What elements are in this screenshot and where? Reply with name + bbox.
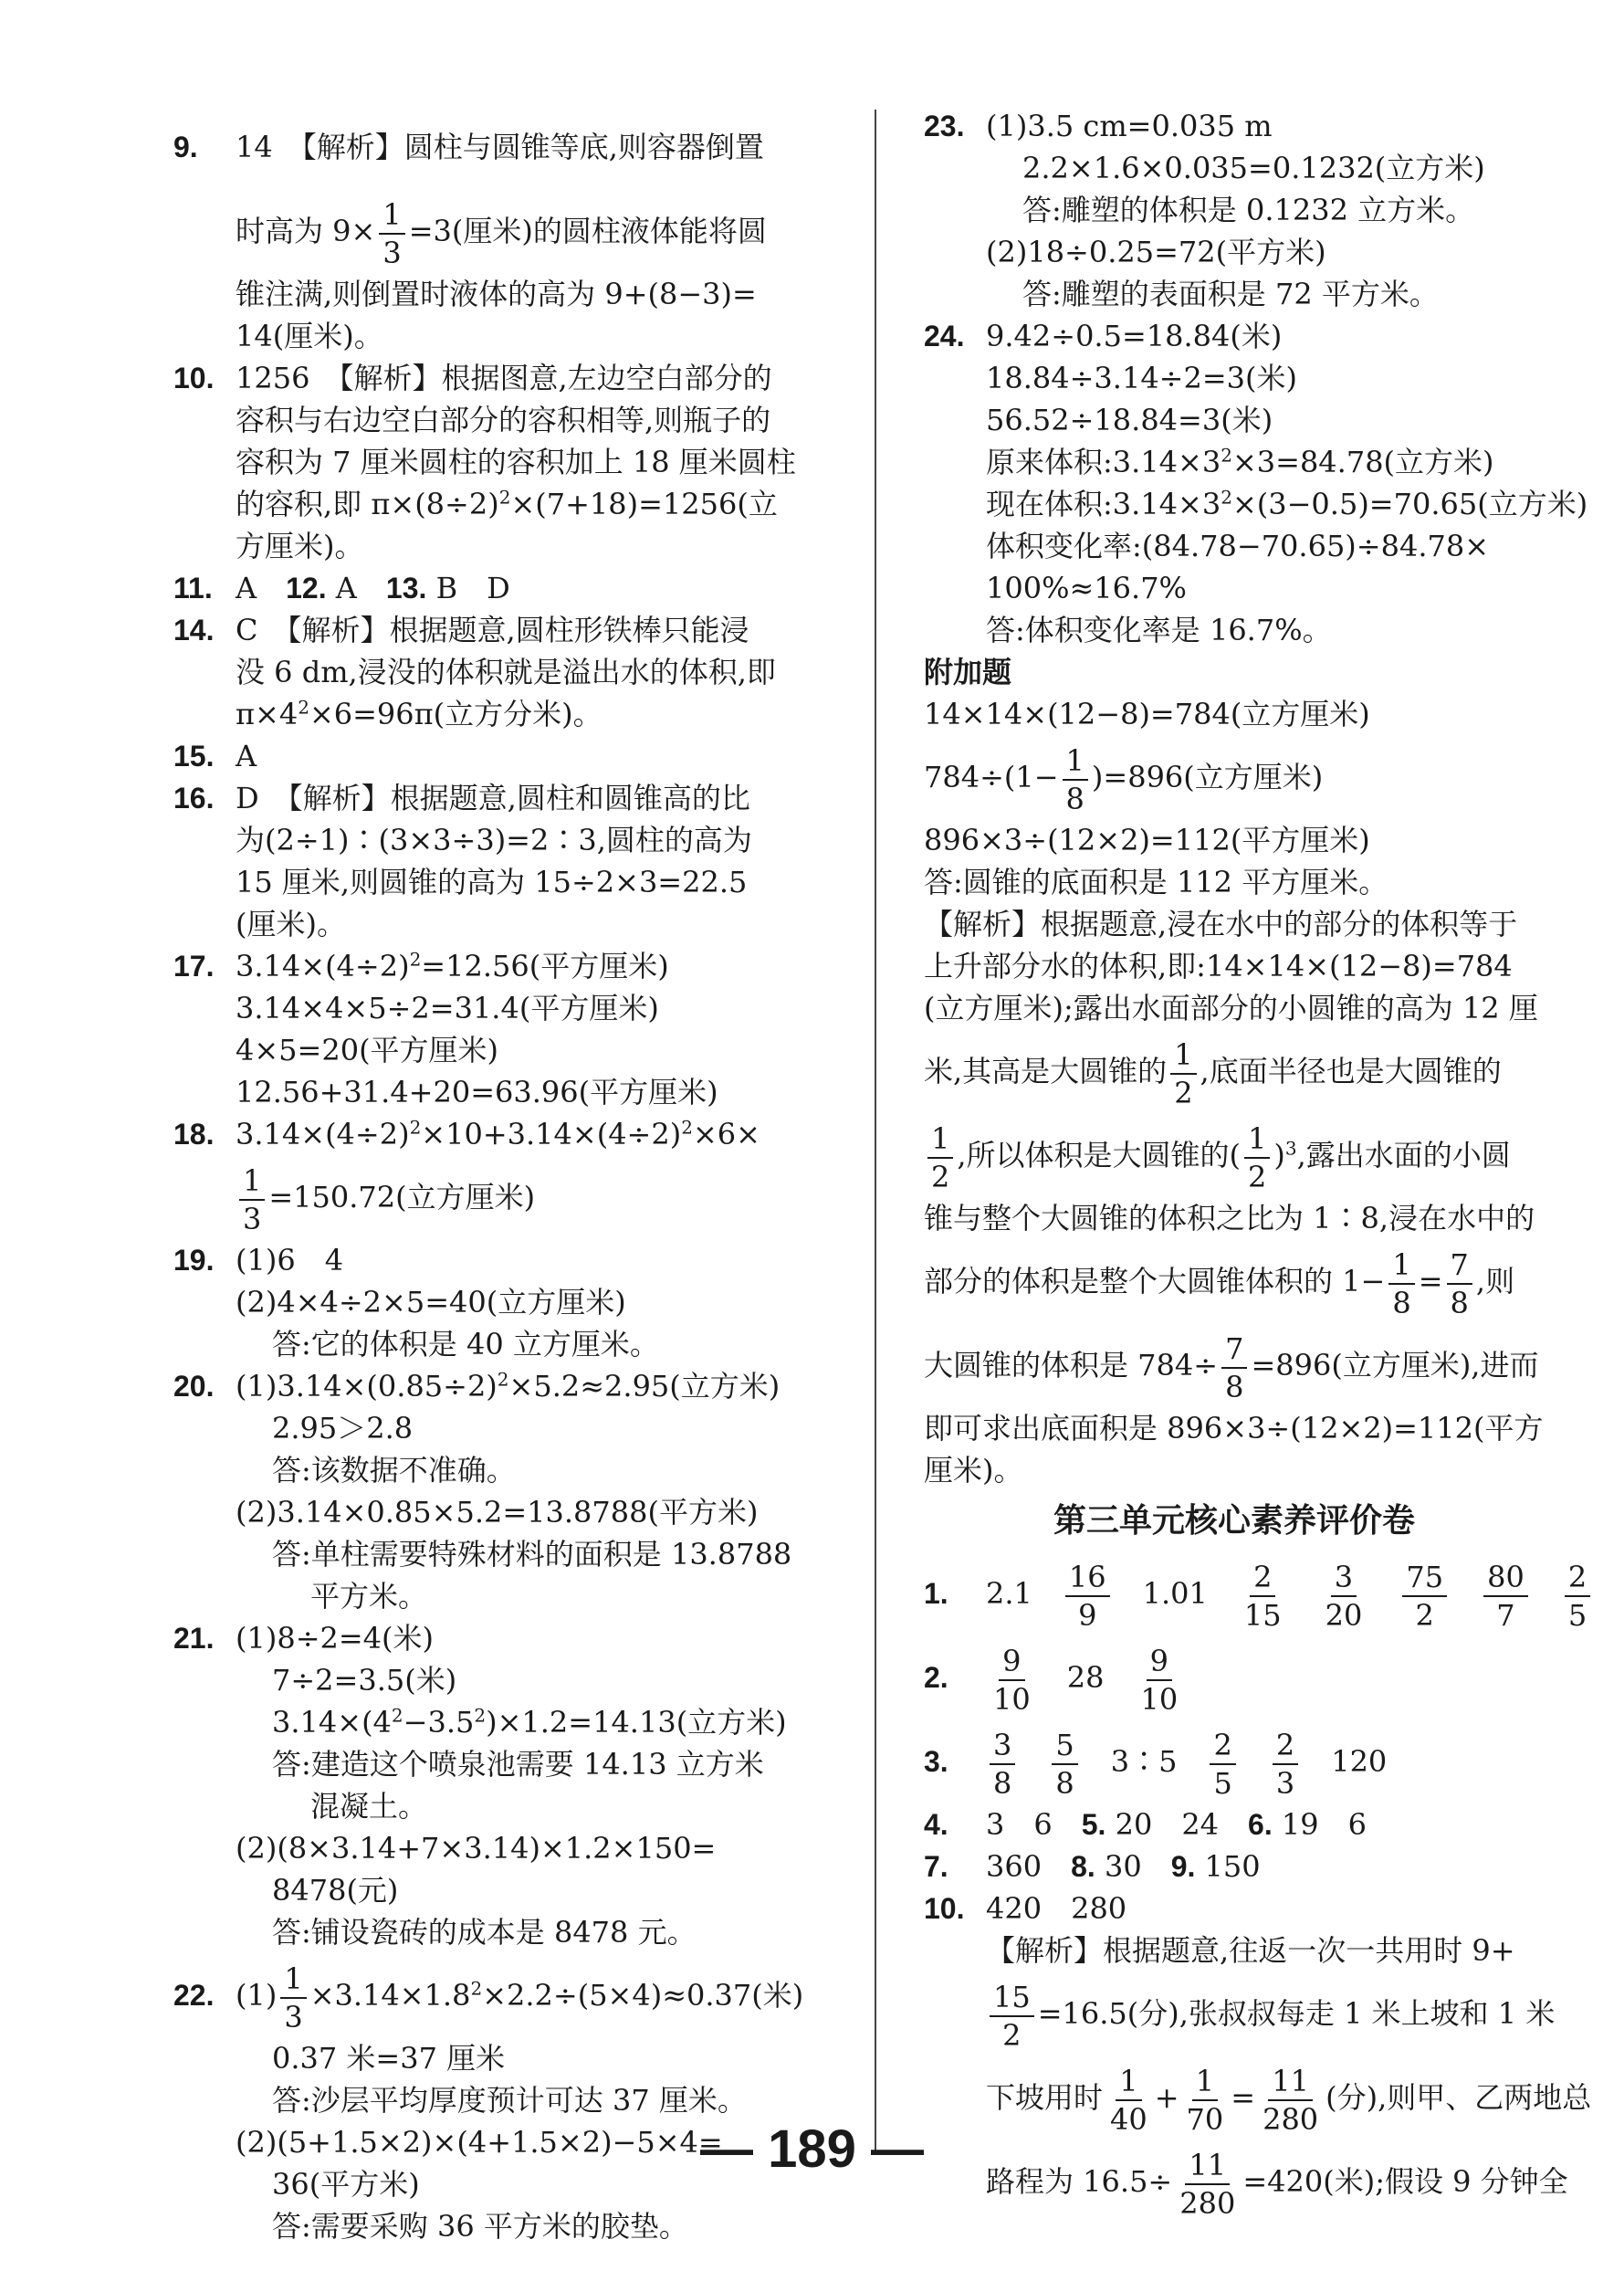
answer-21-line3: $3.14\times(4^2-3.5^2)\times 1.2=14.13$(立方米) <box>272 1704 787 1740</box>
jiexi-label: 【解析】 <box>924 907 1042 941</box>
answer-9-line4: 14(厘米)。 <box>236 319 383 353</box>
answer-21-line4: 答:建造这个喷泉池需要 14.13 立方米 <box>272 1747 764 1782</box>
answer-24-line3: 56.52÷18.84=3(米) <box>986 403 1273 437</box>
fraction: $\frac{7}{8}$ <box>1221 1330 1247 1405</box>
answer-10-line2: 容积与右边空白部分的容积相等,则瓶子的 <box>236 403 771 437</box>
answer-20-line5: 答:单柱需要特殊材料的面积是 13.8788 <box>272 1537 792 1572</box>
answer-23-line3: 答:雕塑的体积是 0.1232 立方米。 <box>1022 193 1475 227</box>
appendix-line4: 答:圆锥的底面积是 112 平方厘米。 <box>924 865 1388 899</box>
page-number: — 189 — <box>700 2119 924 2179</box>
s3-explain-1: 【解析】根据题意,往返一次一共用时 9+ <box>986 1933 1515 1968</box>
appendix-heading: 附加题 <box>924 656 1012 689</box>
s3-answer-4-6: 4. 3 6 5. 20 24 6. 19 6 <box>924 1807 1367 1842</box>
fraction: $\frac{3}{20}$ <box>1325 1559 1363 1633</box>
answer-16-line1: 16. D 【解析】根据题意,圆柱和圆锥高的比 <box>173 781 750 815</box>
answer-17-line4: 12.56+31.4+20=63.96(平方厘米) <box>236 1075 718 1109</box>
fraction: $\frac{80}{7}$ <box>1483 1559 1528 1634</box>
answer-22-line4: (2)(5+1.5×2)×(4+1.5×2)−5×4= <box>236 2125 723 2160</box>
answer-14-line2: 没 6 dm,浸没的体积就是溢出水的体积,即 <box>236 655 776 689</box>
answer-17-line2: 3.14×4×5÷2=31.4(平方厘米) <box>236 991 659 1025</box>
answer-16-line2: 为(2÷1)∶(3×3÷3)=2∶3,圆柱的高为 <box>236 823 752 857</box>
fraction: $\frac{1}{3}$ <box>379 196 404 271</box>
answer-14-line3: $\pi\times 4^2\times 6=96\pi$(立方分米)。 <box>236 696 602 731</box>
fraction: $\frac{1}{8}$ <box>1063 742 1088 817</box>
fraction: $\frac{1}{2}$ <box>1244 1120 1270 1195</box>
appendix-line2: 784÷(1− $\frac{1}{8}$ )=896(立方厘米) <box>924 742 1324 816</box>
fraction: $\frac{1}{2}$ <box>1170 1036 1196 1111</box>
fraction: $\frac{15}{2}$ <box>990 1979 1034 2054</box>
appendix-explain-6: 锥与整个大圆锥的体积之比为 1∶8,浸在水中的 <box>924 1201 1535 1235</box>
fraction: $\frac{9}{10}$ <box>993 1643 1031 1717</box>
fraction: $\frac{5}{8}$ <box>1052 1727 1077 1802</box>
answer-10-line1: 10. 1256 【解析】根据图意,左边空白部分的 <box>173 361 772 395</box>
appendix-explain-8: 大圆锥的体积是 784÷ $\frac{7}{8}$ =896(立方厘米),进而 <box>924 1330 1539 1404</box>
answer-9-line2: 时高为 9× $\frac{1}{3}$ =3(厘米)的圆柱液体能将圆 <box>236 196 767 270</box>
answer-22-line5: 36(平方米) <box>272 2167 420 2202</box>
fraction: $\frac{9}{10}$ <box>1140 1643 1179 1717</box>
s3-answer-10: 10. 420 280 <box>924 1891 1127 1926</box>
answer-19-line3: 答:它的体积是 40 立方厘米。 <box>272 1327 659 1362</box>
answer-21-line2: 7÷2=3.5(米) <box>272 1663 457 1698</box>
s3-explain-4: 路程为 16.5÷ $\frac{11}{280}$ =420(米);假设 9 分钟全 <box>986 2147 1568 2221</box>
section-title: 第三单元核心素养评价卷 <box>1053 1502 1415 1540</box>
answer-21-line6: (2)(8×3.14+7×3.14)×1.2×150= <box>236 1831 717 1866</box>
answer-16-line3: 15 厘米,则圆锥的高为 15÷2×3=22.5 <box>236 865 748 899</box>
answer-24-line1: 24. 9.42÷0.5=18.84(米) <box>924 319 1283 353</box>
answer-10-line3: 容积为 7 厘米圆柱的容积加上 18 厘米圆柱 <box>236 445 796 479</box>
fraction: $\frac{16}{9}$ <box>1065 1559 1110 1634</box>
answer-20-line4: (2)3.14×0.85×5.2=13.8788(平方米) <box>236 1495 759 1530</box>
answer-24-line6: 体积变化率:(84.78−70.65)÷84.78× <box>986 529 1490 563</box>
answer-22-line1: 22. (1) $\frac{1}{3}$ $\times 3.14\times 1.8^2\times 2.2\div(5\times 4)\approx 0.37$(米) <box>173 1961 804 2034</box>
fraction: $\frac{75}{2}$ <box>1402 1559 1447 1634</box>
answer-24-line5: 现在体积$:3.14\times 3^2\times(3-0.5)=70.65$(立方米) <box>986 486 1588 521</box>
answer-17-line3: 4×5=20(平方厘米) <box>236 1033 499 1067</box>
fraction: $\frac{3}{8}$ <box>990 1727 1015 1802</box>
s3-explain-3: 下坡用时 $\frac{1}{40}$ + $\frac{1}{70}$ = $\frac{11}{280}$ (分),则甲、乙两地总 <box>986 2063 1592 2137</box>
appendix-explain-1: 【解析】根据题意,浸在水中的部分的体积等于 <box>924 907 1518 941</box>
answer-22-line2: 0.37 米=37 厘米 <box>272 2041 506 2076</box>
answer-22-line3: 答:沙层平均厚度预计可达 37 厘米。 <box>272 2083 747 2118</box>
fraction: $\frac{1}{3}$ <box>239 1162 265 1237</box>
answer-11-13: 11. A 12. A 13. B D <box>173 571 510 605</box>
fraction: $\frac{11}{280}$ <box>1179 2147 1236 2221</box>
answer-23-line5: 答:雕塑的表面积是 72 平方米。 <box>1022 277 1439 311</box>
answer-23-line2: 2.2×1.6×0.035=0.1232(立方米) <box>1022 151 1485 185</box>
fraction: $\frac{2}{3}$ <box>1273 1727 1298 1802</box>
appendix-explain-4: 米,其高是大圆锥的 $\frac{1}{2}$ ,底面半径也是大圆锥的 <box>924 1036 1502 1110</box>
fraction: $\frac{1}{3}$ <box>280 1961 306 2035</box>
column-divider <box>875 110 876 2155</box>
appendix-line1: 14×14×(12−8)=784(立方厘米) <box>924 697 1370 731</box>
s3-answer-1: 1. 2.1 $\frac{16}{9}$ 1.01 $\frac{2}{15}$ $\frac{3}{20}$ $\frac{75}{2}$ $\frac{80}{7}$ $\frac{2}{5}$ <box>924 1551 1545 1635</box>
answer-21-line5: 混凝土。 <box>310 1789 428 1824</box>
fraction: $\frac{1}{8}$ <box>1388 1246 1414 1321</box>
fraction: $\frac{1}{2}$ <box>927 1120 953 1195</box>
appendix-explain-3: (立方厘米);露出水面部分的小圆锥的高为 12 厘 <box>924 991 1538 1025</box>
answer-20-line2: 2.95＞2.8 <box>272 1411 414 1446</box>
s3-answer-2: 2. $\frac{9}{10}$ 28 $\frac{9}{10}$ <box>924 1635 1545 1719</box>
answer-23-line1: 23. (1)3.5 cm=0.035 m <box>924 109 1273 143</box>
fraction: $\frac{2}{5}$ <box>1565 1559 1590 1634</box>
answer-20-line3: 答:该数据不准确。 <box>272 1453 516 1488</box>
s3-answer-3: 3. $\frac{3}{8}$ $\frac{5}{8}$ 3∶5 $\frac{2}{5}$ $\frac{2}{3}$ 120 <box>924 1727 1388 1801</box>
appendix-explain-9: 即可求出底面积是 896×3÷(12×2)=112(平方 <box>924 1411 1544 1446</box>
answer-24-line7: 100%≈16.7% <box>986 571 1187 605</box>
fraction: $\frac{11}{280}$ <box>1263 2063 1319 2137</box>
answer-24-line2: 18.84÷3.14÷2=3(米) <box>986 361 1297 395</box>
answer-23-line4: (2)18÷0.25=72(平方米) <box>986 235 1326 269</box>
answer-21-line8: 答:铺设瓷砖的成本是 8478 元。 <box>272 1915 697 1950</box>
answer-10-line5: 方厘米)。 <box>236 529 364 563</box>
appendix-explain-2: 上升部分水的体积,即:14×14×(12−8)=784 <box>924 949 1513 983</box>
answer-19-line2: (2)4×4÷2×5=40(立方厘米) <box>236 1285 626 1319</box>
answer-14-line1: 14. C 【解析】根据题意,圆柱形铁棒只能浸 <box>173 613 749 647</box>
answer-20-line6: 平方米。 <box>310 1579 428 1614</box>
answer-9-line3: 锥注满,则倒置时液体的高为 9+(8−3)= <box>236 277 757 311</box>
answer-9-line1: 9. 14 【解析】圆柱与圆锥等底,则容器倒置 <box>173 130 764 164</box>
right-column <box>924 105 1592 2224</box>
fraction: $\frac{2}{15}$ <box>1243 1559 1282 1633</box>
answer-18-line1: 18. $3.14\times(4\div 2)^2\times 10+3.14\times(4\div 2)^2\times 6\times$ <box>173 1116 760 1151</box>
fraction: $\frac{7}{8}$ <box>1447 1246 1472 1321</box>
answer-22-line6: 答:需要采购 36 平方米的胶垫。 <box>272 2209 688 2244</box>
answer-24-line8: 答:体积变化率是 16.7%。 <box>986 613 1332 647</box>
s3-explain-2: $\frac{15}{2}$ =16.5(分),张叔叔每走 1 米上坡和 1 米 <box>924 1971 1545 2055</box>
answer-20-line1: 20. $(1)3.14\times(0.85\div 2)^2\times 5.2\approx 2.95$(立方米) <box>173 1368 781 1404</box>
answer-17-line1: 17. $3.14\times(4\div 2)^2=12.56$(平方厘米) <box>173 948 669 983</box>
appendix-line3: 896×3÷(12×2)=112(平方厘米) <box>924 823 1370 857</box>
jiexi-label: 【解析】 <box>986 1933 1104 1968</box>
answer-18-line2: $\frac{1}{3}$ =150.72(立方厘米) <box>173 1155 854 1239</box>
appendix-explain-10: 厘米)。 <box>924 1453 1023 1488</box>
answer-19-line1: 19. (1)6 4 <box>173 1243 344 1277</box>
s3-answer-7-9: 7. 360 8. 30 9. 150 <box>924 1849 1261 1884</box>
answer-21-line7: 8478(元) <box>272 1873 399 1908</box>
fraction: $\frac{1}{40}$ <box>1110 2063 1147 2137</box>
answer-10-line4: 的容积,即 $\pi\times(8\div 2)^2\times(7+18)=1256$(立 <box>236 486 778 521</box>
answer-16-line4: (厘米)。 <box>236 907 346 941</box>
answer-21-line1: 21. (1)8÷2=4(米) <box>173 1621 435 1656</box>
fraction: $\frac{1}{70}$ <box>1186 2063 1224 2137</box>
left-column <box>173 105 854 2247</box>
appendix-explain-5: $\frac{1}{2}$ ,所以体积是大圆锥的( $\frac{1}{2}$ )$^3$,露出水面的小圆 <box>924 1113 1545 1197</box>
appendix-explain-7: 部分的体积是整个大圆锥体积的 1− $\frac{1}{8}$ = $\frac{7}{8}$ ,则 <box>924 1246 1515 1320</box>
fraction: $\frac{2}{5}$ <box>1210 1727 1235 1802</box>
answer-24-line4: 原来体积$:3.14\times 3^2\times 3=84.78$(立方米) <box>986 444 1494 479</box>
answer-15: 15. A <box>173 739 257 773</box>
